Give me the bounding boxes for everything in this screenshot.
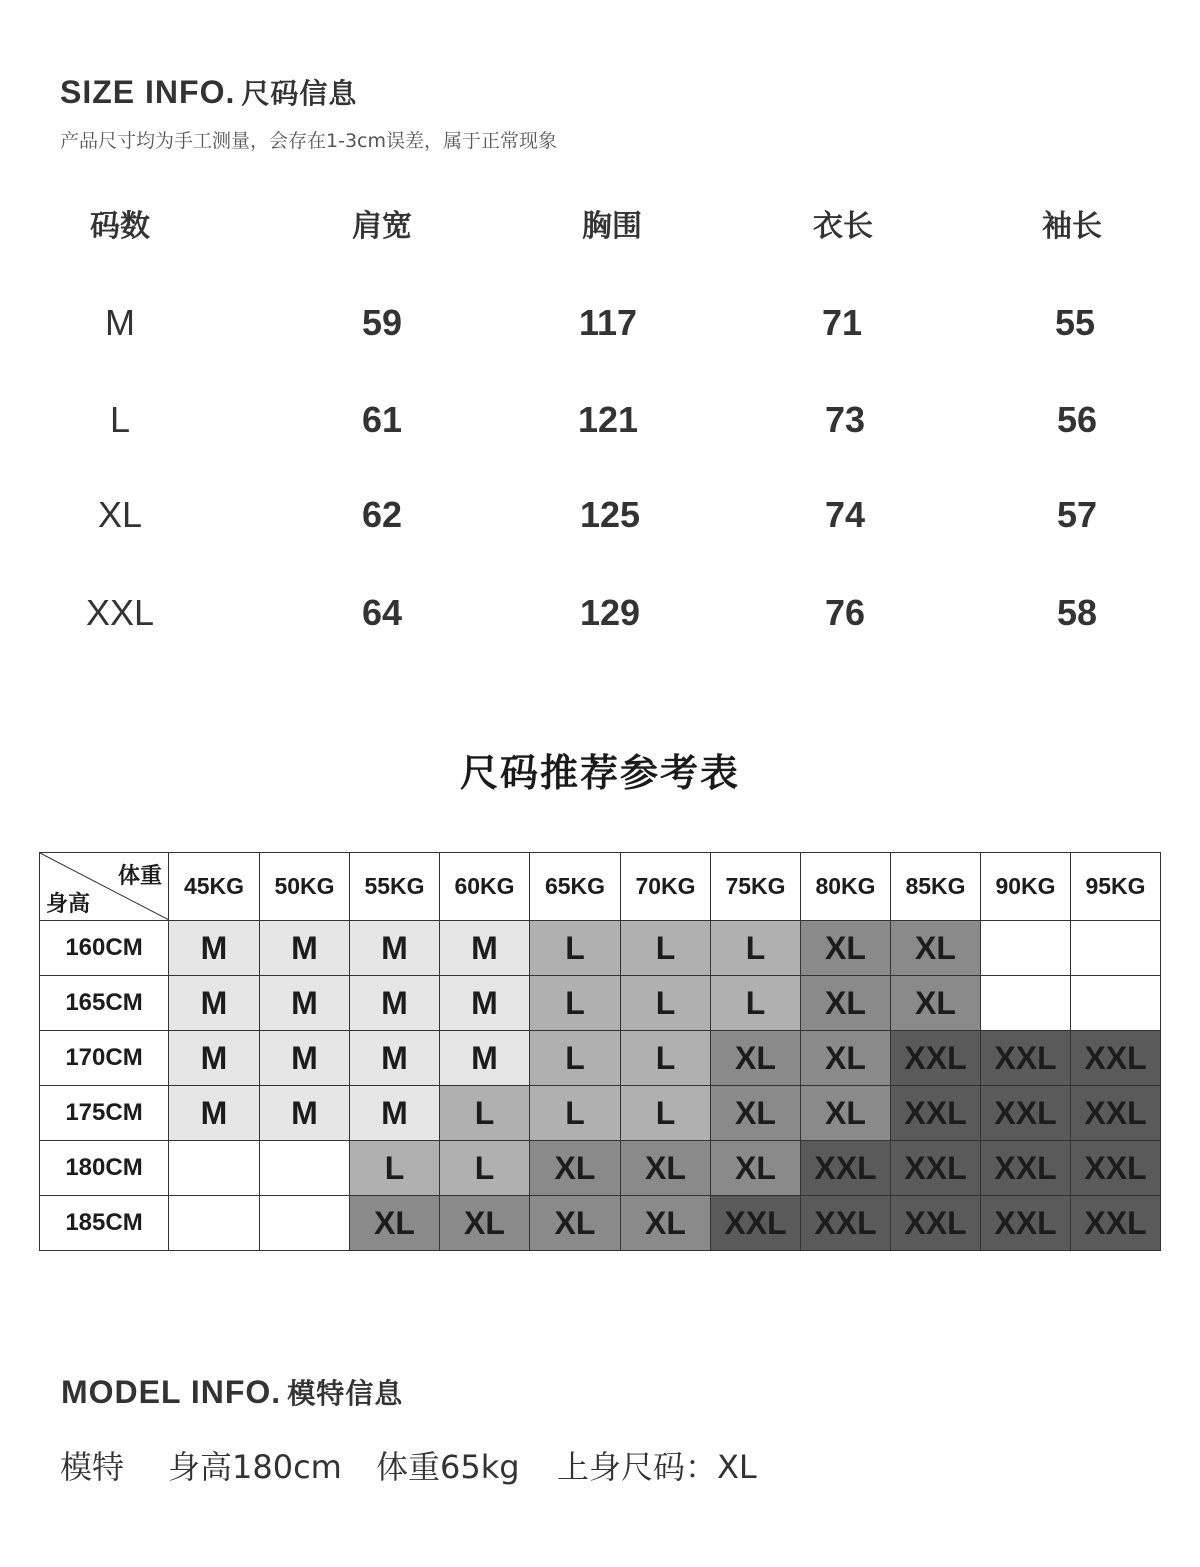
weight-header-cell: 65KG xyxy=(530,853,621,921)
size-cell: L xyxy=(711,976,801,1031)
size-cell: XXL xyxy=(1071,1031,1161,1086)
height-row xyxy=(40,976,1161,1031)
model-info-title-en: MODEL INFO. xyxy=(61,1374,282,1410)
header-sleeve: 袖长 xyxy=(1042,209,1102,244)
size-cell: XL xyxy=(440,1196,530,1251)
weight-header-cell: 75KG xyxy=(711,853,801,921)
length-value: 74 xyxy=(824,494,866,535)
corner-cell xyxy=(40,853,169,921)
corner-weight-label: 体重 xyxy=(117,864,162,889)
chest-value: 129 xyxy=(579,592,641,633)
size-cell: XXL xyxy=(981,1196,1071,1251)
recommendation-title: 尺码推荐参考表 xyxy=(459,751,740,795)
measurement-row xyxy=(0,490,1200,540)
size-recommendation-table xyxy=(39,852,1160,1251)
length-value: 76 xyxy=(824,592,866,633)
model-info-title-cn: 模特信息 xyxy=(287,1377,404,1410)
size-cell: XL xyxy=(711,1141,801,1196)
height-label: 180CM xyxy=(40,1141,169,1196)
size-cell: M xyxy=(169,1086,260,1141)
height-row xyxy=(40,1031,1161,1086)
size-cell: M xyxy=(440,921,530,976)
size-cell: XXL xyxy=(891,1141,981,1196)
size-cell: XL xyxy=(801,1086,891,1141)
size-cell: XL xyxy=(801,921,891,976)
size-info-title-en: SIZE INFO. xyxy=(60,74,236,110)
size-info-title xyxy=(60,72,357,112)
size-cell xyxy=(169,1196,260,1251)
size-cell: XXL xyxy=(801,1141,891,1196)
size-cell: L xyxy=(530,976,621,1031)
size-cell xyxy=(169,1141,260,1196)
size-cell: XL xyxy=(801,1031,891,1086)
chest-value: 121 xyxy=(577,399,639,440)
size-info-note: 产品尺寸均为手工测量，会存在1-3cm误差，属于正常现象 xyxy=(60,130,557,152)
size-cell: M xyxy=(350,921,440,976)
size-cell: XL xyxy=(891,921,981,976)
size-cell: XXL xyxy=(981,1141,1071,1196)
weight-header-cell: 70KG xyxy=(621,853,711,921)
weight-header-cell: 50KG xyxy=(260,853,350,921)
size-cell: XXL xyxy=(801,1196,891,1251)
chest-value: 125 xyxy=(579,494,641,535)
sleeve-value: 57 xyxy=(1056,494,1098,535)
size-cell: L xyxy=(530,921,621,976)
size-cell: XXL xyxy=(711,1196,801,1251)
corner-height-label: 身高 xyxy=(46,892,91,917)
size-cell: M xyxy=(440,1031,530,1086)
weight-header-cell: 45KG xyxy=(169,853,260,921)
size-cell: L xyxy=(440,1141,530,1196)
height-label: 185CM xyxy=(40,1196,169,1251)
height-label: 165CM xyxy=(40,976,169,1031)
weight-header-cell: 90KG xyxy=(981,853,1071,921)
size-cell: M xyxy=(260,976,350,1031)
chest-value: 117 xyxy=(578,302,638,343)
size-label: M xyxy=(105,302,135,343)
weight-header-cell: 85KG xyxy=(891,853,981,921)
size-cell: L xyxy=(621,1031,711,1086)
weight-header-row xyxy=(40,853,1161,921)
size-cell: L xyxy=(621,1086,711,1141)
model-label: 模特 xyxy=(60,1448,125,1486)
size-cell xyxy=(260,1196,350,1251)
sleeve-value: 55 xyxy=(1054,302,1096,343)
measurement-row xyxy=(0,588,1200,638)
length-value: 73 xyxy=(824,399,866,440)
header-length: 衣长 xyxy=(813,209,873,244)
size-label: L xyxy=(109,399,131,440)
height-label: 175CM xyxy=(40,1086,169,1141)
shoulder-value: 59 xyxy=(361,302,403,343)
size-cell: M xyxy=(260,921,350,976)
size-cell: XXL xyxy=(1071,1141,1161,1196)
header-size: 码数 xyxy=(90,209,150,244)
size-cell: L xyxy=(440,1086,530,1141)
measurement-header-row xyxy=(0,205,1200,249)
weight-header-cell: 95KG xyxy=(1071,853,1161,921)
shoulder-value: 62 xyxy=(361,494,403,535)
size-cell: L xyxy=(350,1141,440,1196)
height-label: 160CM xyxy=(40,921,169,976)
height-row xyxy=(40,1141,1161,1196)
sleeve-value: 56 xyxy=(1056,399,1098,440)
size-cell: XXL xyxy=(981,1031,1071,1086)
size-cell: XL xyxy=(350,1196,440,1251)
size-cell: XL xyxy=(711,1031,801,1086)
size-cell: L xyxy=(621,921,711,976)
shoulder-value: 64 xyxy=(361,592,403,633)
size-cell: L xyxy=(621,976,711,1031)
size-label: XL xyxy=(97,494,143,535)
size-cell: M xyxy=(440,976,530,1031)
size-cell: XL xyxy=(530,1196,621,1251)
size-cell: M xyxy=(260,1086,350,1141)
height-label: 170CM xyxy=(40,1031,169,1086)
size-cell: XXL xyxy=(981,1086,1071,1141)
size-cell: XXL xyxy=(891,1086,981,1141)
size-cell: L xyxy=(530,1086,621,1141)
size-cell: XL xyxy=(801,976,891,1031)
sleeve-value: 58 xyxy=(1056,592,1098,633)
size-cell: XXL xyxy=(1071,1196,1161,1251)
model-info-details xyxy=(60,1442,757,1488)
size-cell: XL xyxy=(621,1196,711,1251)
size-cell xyxy=(1071,976,1161,1031)
size-cell: M xyxy=(350,976,440,1031)
size-cell xyxy=(1071,921,1161,976)
measurement-row xyxy=(0,298,1200,348)
weight-header-cell: 60KG xyxy=(440,853,530,921)
weight-header-cell: 80KG xyxy=(801,853,891,921)
size-cell xyxy=(981,976,1071,1031)
size-cell: M xyxy=(260,1031,350,1086)
size-cell: XXL xyxy=(891,1031,981,1086)
length-value: 71 xyxy=(821,302,863,343)
size-cell: M xyxy=(350,1086,440,1141)
size-info-title-cn: 尺码信息 xyxy=(241,77,358,110)
weight-header-cell: 55KG xyxy=(350,853,440,921)
size-cell: XXL xyxy=(891,1196,981,1251)
size-cell: XL xyxy=(711,1086,801,1141)
size-cell: L xyxy=(530,1031,621,1086)
size-cell: XXL xyxy=(1071,1086,1161,1141)
size-cell: XL xyxy=(530,1141,621,1196)
height-row xyxy=(40,921,1161,976)
header-chest: 胸围 xyxy=(582,209,642,244)
size-label: XXL xyxy=(85,592,155,633)
model-height: 身高180cm xyxy=(168,1448,342,1486)
size-cell: L xyxy=(711,921,801,976)
height-row xyxy=(40,1196,1161,1251)
model-top-size: 上身尺码：XL xyxy=(557,1448,757,1486)
size-cell: M xyxy=(169,976,260,1031)
size-cell: M xyxy=(169,1031,260,1086)
size-cell: XL xyxy=(621,1141,711,1196)
size-cell xyxy=(260,1141,350,1196)
header-shoulder: 肩宽 xyxy=(352,209,412,244)
size-cell: M xyxy=(350,1031,440,1086)
model-weight: 体重65kg xyxy=(376,1448,520,1486)
size-cell: M xyxy=(169,921,260,976)
size-cell: XL xyxy=(891,976,981,1031)
shoulder-value: 61 xyxy=(361,399,403,440)
measurement-row xyxy=(0,395,1200,445)
model-info-title xyxy=(61,1372,403,1412)
size-cell xyxy=(981,921,1071,976)
height-row xyxy=(40,1086,1161,1141)
